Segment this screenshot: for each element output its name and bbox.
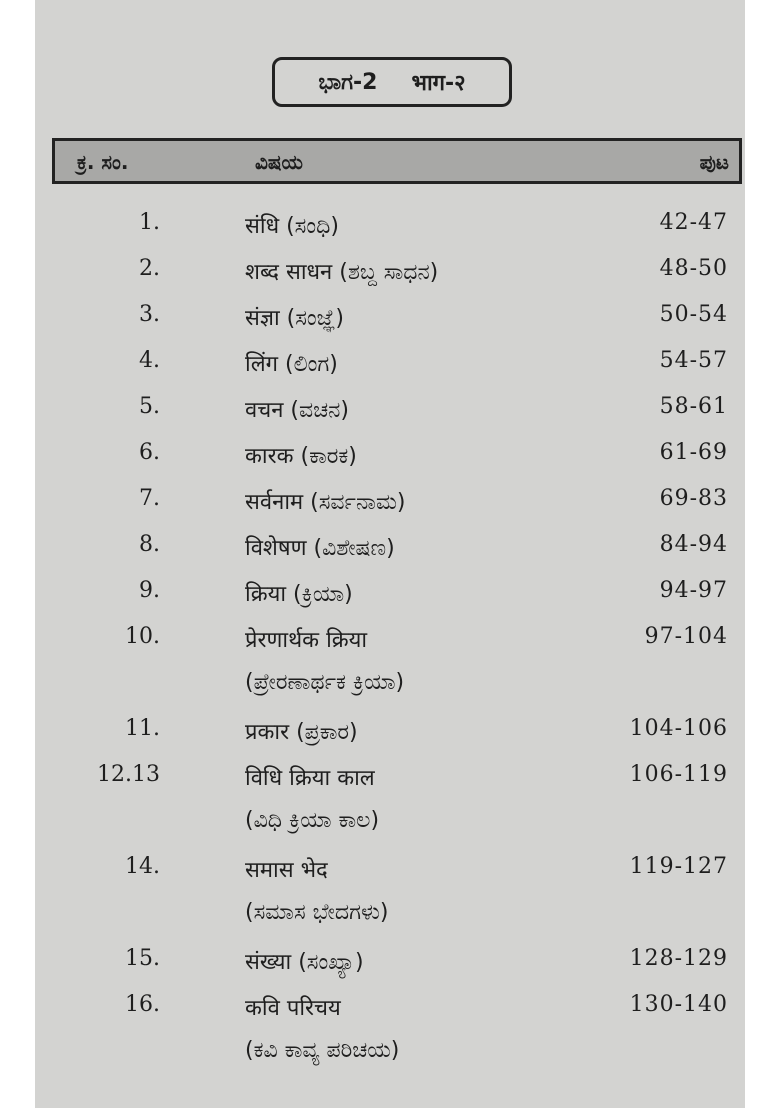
row-pages: 94-97 [659, 578, 728, 603]
row-pages: 130-140 [629, 992, 728, 1017]
row-topic: लिंग (ಲಿಂಗ) [245, 352, 338, 377]
row-number: 15. [125, 946, 160, 971]
row-number: 11. [125, 716, 160, 741]
row-number: 5. [139, 394, 160, 419]
table-header [52, 138, 742, 184]
row-pages: 104-106 [629, 716, 728, 741]
table-row [0, 348, 780, 394]
row-topic: विशेषण (ವಿಶೇಷಣ) [245, 536, 395, 561]
row-number: 4. [139, 348, 160, 373]
row-topic-kannada: (ವಿಧಿ ಕ್ರಿಯಾ ಕಾಲ) [245, 808, 380, 833]
row-pages: 61-69 [659, 440, 728, 465]
row-topic-kannada: (ಪ್ರೇರಣಾರ್ಥಕ ಕ್ರಿಯಾ) [245, 670, 405, 695]
row-topic: क्रिया (ಕ್ರಿಯಾ) [245, 582, 353, 607]
row-number: 8. [139, 532, 160, 557]
row-pages: 69-83 [659, 486, 728, 511]
row-number: 14. [125, 854, 160, 879]
header-page: ಪುಟ [699, 150, 729, 174]
row-topic: शब्द साधन (ಶಬ್ದ ಸಾಧನ) [245, 260, 439, 285]
table-row [0, 854, 780, 925]
table-row [0, 440, 780, 486]
row-topic: संज्ञा (ಸಂಜ್ಞೆ) [245, 306, 344, 331]
table-row [0, 624, 780, 695]
row-number: 6. [139, 440, 160, 465]
row-number: 1. [139, 210, 160, 235]
row-number: 16. [125, 992, 160, 1017]
row-number: 7. [139, 486, 160, 511]
row-topic: कवि परिचय [245, 996, 341, 1021]
table-row [0, 762, 780, 833]
row-pages: 106-119 [629, 762, 728, 787]
row-number: 9. [139, 578, 160, 603]
table-row [0, 210, 780, 256]
row-topic: विधि क्रिया काल [245, 766, 375, 791]
row-pages: 58-61 [659, 394, 728, 419]
row-number: 12.13 [97, 762, 160, 787]
row-topic-kannada: (ಕವಿ ಕಾವ್ಯ ಪರಿಚಯ) [245, 1038, 400, 1063]
row-topic: संख्या (ಸಂಖ್ಯಾ) [245, 950, 364, 975]
row-topic: समास भेद [245, 858, 328, 883]
table-row [0, 532, 780, 578]
row-topic: प्रकार (ಪ್ರಕಾರ) [245, 720, 358, 745]
table-row [0, 716, 780, 762]
table-row [0, 256, 780, 302]
row-pages: 84-94 [659, 532, 728, 557]
header-serial: ಕ್ರ. ಸಂ. [77, 150, 129, 174]
table-row [0, 394, 780, 440]
row-number: 10. [125, 624, 160, 649]
row-topic: संधि (ಸಂಧಿ) [245, 214, 339, 239]
row-pages: 119-127 [629, 854, 728, 879]
title-hindi: भाग-२ [411, 71, 466, 96]
table-row [0, 302, 780, 348]
table-row [0, 946, 780, 992]
row-pages: 97-104 [644, 624, 728, 649]
row-pages: 42-47 [659, 210, 728, 235]
row-pages: 54-57 [659, 348, 728, 373]
row-pages: 48-50 [659, 256, 728, 281]
title-kannada: ಭಾಗ-2 [318, 69, 378, 95]
row-topic: सर्वनाम (ಸರ್ವನಾಮ) [245, 490, 406, 515]
row-topic-kannada: (ಸಮಾಸ ಭೇದಗಳು) [245, 900, 389, 925]
section-title-box [272, 57, 512, 107]
table-row [0, 992, 780, 1063]
row-topic: प्रेरणार्थक क्रिया [245, 628, 368, 653]
header-topic: ವಿಷಯ [255, 150, 303, 174]
row-topic: वचन (ವಚನ) [245, 398, 349, 423]
row-number: 2. [139, 256, 160, 281]
row-pages: 128-129 [629, 946, 728, 971]
table-row [0, 486, 780, 532]
row-pages: 50-54 [659, 302, 728, 327]
row-topic: कारक (ಕಾರಕ) [245, 444, 357, 469]
table-row [0, 578, 780, 624]
row-number: 3. [139, 302, 160, 327]
